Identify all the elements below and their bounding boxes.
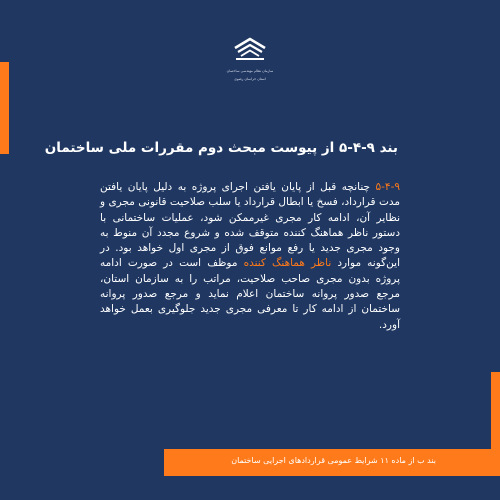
logo-caption-line1: سازمان نظام مهندسی ساختمان xyxy=(226,69,274,73)
clause-highlight: ناظر هماهنگ کننده xyxy=(243,257,332,270)
clause-number: ۵-۴-۹ xyxy=(375,181,400,193)
clause-body xyxy=(100,180,400,333)
logo-caption-line2: استان خراسان رضوی xyxy=(234,77,266,81)
page-title: بند ۹-۴-۵ از پیوست مبحث دوم مقررات ملی ساختمان xyxy=(44,140,398,156)
clause-text-part2: موظف است در صورت ادامه پروژه بدون مجری صاحب صلاحیت، مراتب را به سازمان استان، مرجع صدور پروانه ساختمان اعلام نماید و مرجع صدور پروانه ساختمان از ادامه کار تا معرفی مجری جدید جلوگیری بعمل خواهد آورد. xyxy=(100,257,400,331)
clause-text-part1: چنانچه قبل از پایان یافتن اجرای پروژه به دلیل پایان یافتن مدت قرارداد، فسخ یا ابطال قرارداد یا سلب صلاحیت قانونی مجری و نظایر آن، ادامه کار مجری غیرممکن شود، عملیات ساختمانی با دستور ناظر هماهنگ کننده متوقف شده و شروع مجدد آن منوط به وجود مجری جدید یا رفع موانع فوق از مجری اول خواهد بود. در این‌گونه موارد xyxy=(100,181,400,270)
building-roof-logo-icon xyxy=(232,36,268,62)
logo xyxy=(215,36,285,82)
left-accent-bar xyxy=(0,62,9,154)
footer-reference: بند ب از ماده ۱۱ شرایط عمومی قراردادهای اجرایی ساختمان xyxy=(231,456,436,465)
